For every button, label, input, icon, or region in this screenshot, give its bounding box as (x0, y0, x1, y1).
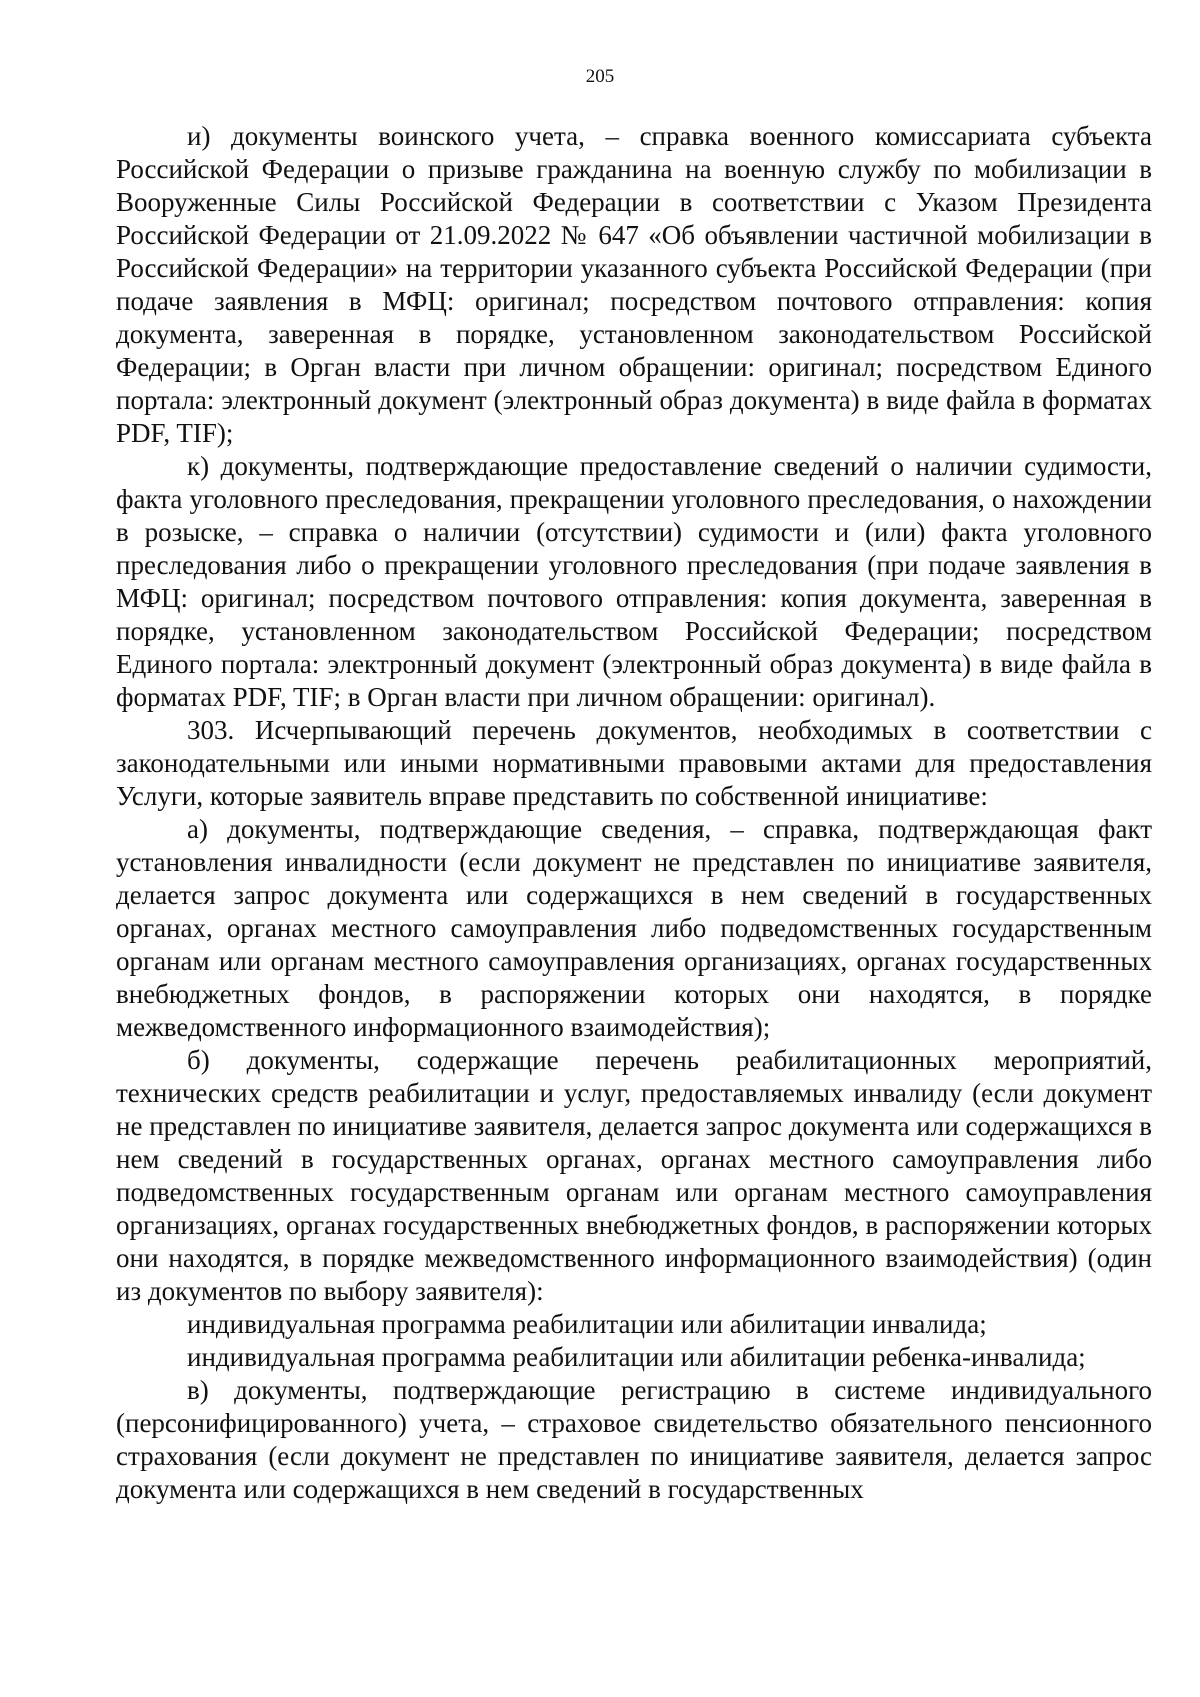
paragraph-a-disability: а) документы, подтверждающие сведения, – справка, подтверждающая факт установления инвалидности (если документ не представлен по инициативе заявителя, делается запрос документа или содержащихся в нем сведений в государственных органах, органах местного самоуправления либо подведомственных государственным органам или органам местного самоуправления организациях, органах государственных внебюджетных фондов, в распоряжении которых они находятся, в порядке межведомственного информационного взаимодействия); (116, 814, 1152, 1042)
list-item-disabled-program: индивидуальная программа реабилитации или абилитации инвалида; (187, 1309, 987, 1339)
list-item-disabled-child-program: индивидуальная программа реабилитации или абилитации ребенка-инвалида; (187, 1342, 1086, 1372)
paragraph-i-military-records: и) документы воинского учета, – справка военного комиссариата субъекта Российской Федерации о призыве гражданина на военную службу по мобилизации в Вооруженные Силы Российской Федерации в соответствии с Указом Президента Российской Федерации от 21.09.2022 № 647 «Об объявлении частичной мобилизации в Российской Федерации» на территории указанного субъекта Российской Федерации (при подаче заявления в МФЦ: оригинал; посредством почтового отправления: копия документа, заверенная в порядке, установленном законодательством Российской Федерации; в Орган власти при личном обращении: оригинал; посредством Единого портала: электронный документ (электронный образ документа) в виде файла в форматах PDF, TIF); (116, 121, 1152, 448)
paragraph-k-criminal-record: к) документы, подтверждающие предоставление сведений о наличии судимости, факта уголовного преследования, прекращении уголовного преследования, о нахождении в розыске, – справка о наличии (отсутствии) судимости и (или) факта уголовного преследования либо о прекращении уголовного преследования (при подаче заявления в МФЦ: оригинал; посредством почтового отправления: копия документа, заверенная в порядке, установленном законодательством Российской Федерации; посредством Единого портала: электронный документ (электронный образ документа) в виде файла в форматах PDF, TIF; в Орган власти при личном обращении: оригинал). (116, 451, 1152, 712)
page-number: 205 (585, 66, 615, 87)
paragraph-v-pension-insurance: в) документы, подтверждающие регистрацию в системе индивидуального (персонифицированного) учета, – страховое свидетельство обязательного пенсионного страхования (если документ не представлен по инициативе заявителя, делается запрос документа или содержащихся в нем сведений в государственных (116, 1375, 1152, 1504)
paragraph-b-rehabilitation: б) документы, содержащие перечень реабилитационных мероприятий, технических средств реабилитации и услуг, предоставляемых инвалиду (если документ не представлен по инициативе заявителя, делается запрос документа или содержащихся в нем сведений в государственных органах, органах местного самоуправления либо подведомственных государственным органам или органам местного самоуправления организациях, органах государственных внебюджетных фондов, в распоряжении которых они находятся, в порядке межведомственного информационного взаимодействия) (один из документов по выбору заявителя): (116, 1045, 1152, 1306)
document-body (116, 120, 1152, 1506)
paragraph-303-document-list: 303. Исчерпывающий перечень документов, необходимых в соответствии с законодательными или иными нормативными правовыми актами для предоставления Услуги, которые заявитель вправе представить по собственной инициативе: (116, 715, 1152, 811)
